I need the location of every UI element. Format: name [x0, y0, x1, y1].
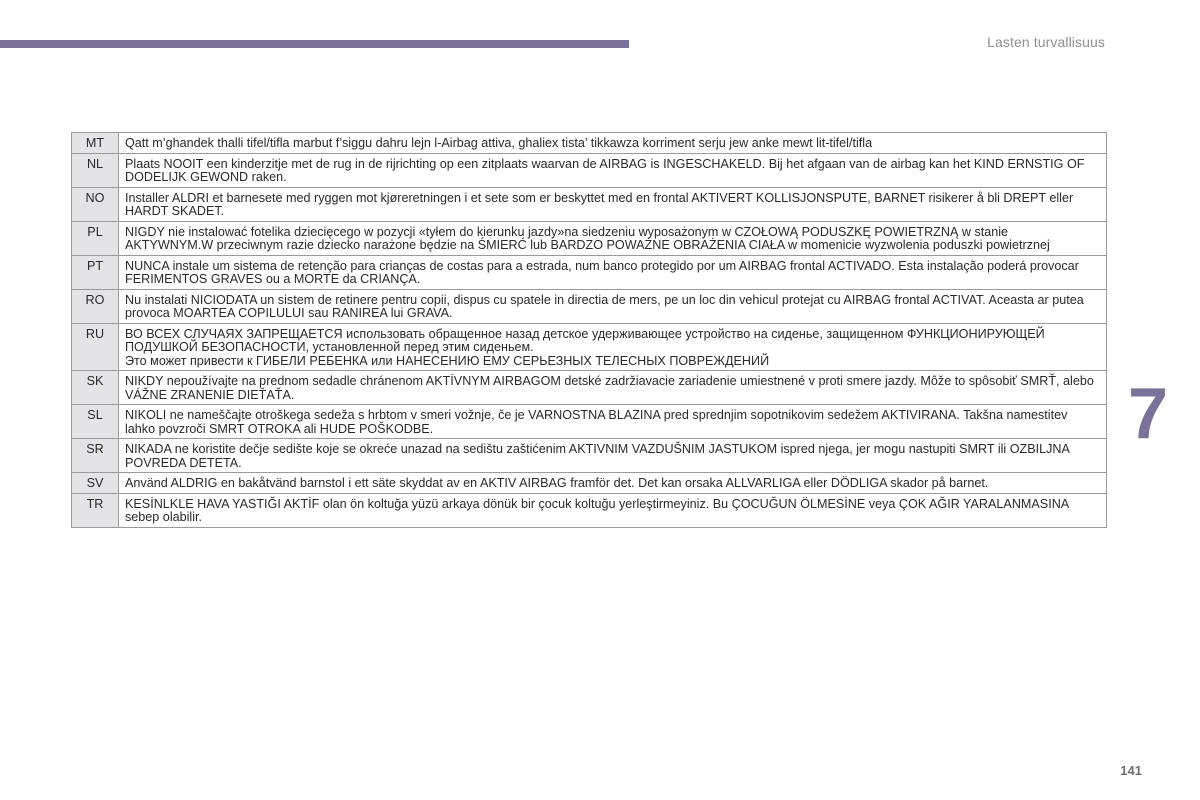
- language-code: SK: [72, 371, 119, 405]
- warning-row: [72, 493, 1107, 527]
- warning-text: Installer ALDRI et barnesete med ryggen mot kjøreretningen i et sete som er beskyttet med en frontal AKTIVERT KOLLISJONSPUTE, BARNET risikerer å bli DREPT eller HARDT SKADET.: [119, 187, 1107, 221]
- page-number: 141: [1120, 763, 1142, 778]
- warning-text: NIKDY nepoužívajte na prednom sedadle chránenom AKTÍVNYM AIRBAGOM detské zadržiavacie zariadenie umiestnené v proti smere jazdy. Môže to spôsobiť SMRŤ, alebo VÁŽNE ZRANENIE DIEŤAŤA.: [119, 371, 1107, 405]
- warning-row: [72, 473, 1107, 494]
- language-code: PT: [72, 255, 119, 289]
- warning-text: Plaats NOOIT een kinderzitje met de rug in de rijrichting op een zitplaats waarvan de AIRBAG is INGESCHAKELD. Bij het afgaan van de airbag kan het KIND ERNSTIG OF DODELIJK GEWOND raken.: [119, 153, 1107, 187]
- chapter-number: 7: [1128, 374, 1169, 454]
- warning-row: [72, 439, 1107, 473]
- language-code: NO: [72, 187, 119, 221]
- warning-table-body: [72, 133, 1107, 528]
- warning-row: [72, 255, 1107, 289]
- section-title: Lasten turvallisuus: [987, 34, 1105, 50]
- language-code: RO: [72, 289, 119, 323]
- language-code: MT: [72, 133, 119, 154]
- language-code: SR: [72, 439, 119, 473]
- warning-row: [72, 289, 1107, 323]
- warning-row: [72, 405, 1107, 439]
- warning-text: NIKADA ne koristite dečje sedište koje se okreće unazad na sedištu zaštićenim AKTIVNIM VAZDUŠNIM JASTUKOM ispred njega, jer mogu nastupiti SMRT ili OZBILJNA POVREDA DETETA.: [119, 439, 1107, 473]
- language-code: NL: [72, 153, 119, 187]
- language-code: SL: [72, 405, 119, 439]
- warning-text: NIKOLI ne nameščajte otroškega sedeža s hrbtom v smeri vožnje, če je VARNOSTNA BLAZINA pred sprednjim sopotnikovim sedežem AKTIVIRANA. Takšna namestitev lahko povzroči SMRT OTROKA ali HUDE POŠKODBE.: [119, 405, 1107, 439]
- header-accent-bar: [0, 40, 629, 48]
- airbag-warning-table: [71, 132, 1107, 528]
- warning-text: Nu instalati NICIODATA un sistem de retinere pentru copii, dispus cu spatele in directia de mers, pe un loc din vehicul protejat cu AIRBAG frontal ACTIVAT. Aceasta ar putea provoca MOARTEA COPILULUI sau RANIREA lui GRAVA.: [119, 289, 1107, 323]
- warning-row: [72, 187, 1107, 221]
- warning-row: [72, 153, 1107, 187]
- language-code: TR: [72, 493, 119, 527]
- language-code: PL: [72, 221, 119, 255]
- warning-row: [72, 221, 1107, 255]
- warning-text: ВО ВСЕХ СЛУЧАЯХ ЗАПРЕЩАЕТСЯ использовать обращенное назад детское удерживающее устройство на сиденье, защищенном ФУНКЦИОНИРУЮЩЕЙ ПОДУШКОЙ БЕЗОПАСНОСТИ, установленной перед этим сиденьем. Это может привести к ГИБЕЛИ РЕБЕНКА или НАНЕСЕНИЮ ЕМУ СЕРЬЕЗНЫХ ТЕЛЕСНЫХ ПОВРЕЖДЕНИЙ: [119, 323, 1107, 371]
- warning-text: NIGDY nie instalować fotelika dziecięcego w pozycji «tyłem do kierunku jazdy»na siedzeniu wyposażonym w CZOŁOWĄ PODUSZKĘ POWIETRZNĄ w stanie AKTYWNYM.W przeciwnym razie dziecko narażone będzie na ŚMIERĆ lub BARDZO POWAŻNE OBRAŻENIA CIAŁA w momenicie wyzwolenia poduszki powietrznej: [119, 221, 1107, 255]
- warning-text: Använd ALDRIG en bakåtvänd barnstol i ett säte skyddat av en AKTIV AIRBAG framför det. Det kan orsaka ALLVARLIGA eller DÖDLIGA skador på barnet.: [119, 473, 1107, 494]
- warning-text: KESİNLKLE HAVA YASTIĞI AKTİF olan ön koltuğa yüzü arkaya dönük bir çocuk koltuğu yerleştirmeyiniz. Bu ÇOCUĞUN ÖLMESİNE veya ÇOK AĞIR YARALANMASINA sebep olabilir.: [119, 493, 1107, 527]
- language-code: RU: [72, 323, 119, 371]
- warning-row: [72, 133, 1107, 154]
- warning-row: [72, 323, 1107, 371]
- warning-row: [72, 371, 1107, 405]
- warning-text: Qatt m’ghandek thalli tifel/tifla marbut f’siggu dahru lejn l-Airbag attiva, ghaliex tista’ tikkawza korriment serju jew anke mewt lit-tifel/tifla: [119, 133, 1107, 154]
- language-code: SV: [72, 473, 119, 494]
- warning-text: NUNCA instale um sistema de retenção para crianças de costas para a estrada, num banco protegido por um AIRBAG frontal ACTIVADO. Esta instalação poderá provocar FERIMENTOS GRAVES ou a MORTE da CRIANÇA.: [119, 255, 1107, 289]
